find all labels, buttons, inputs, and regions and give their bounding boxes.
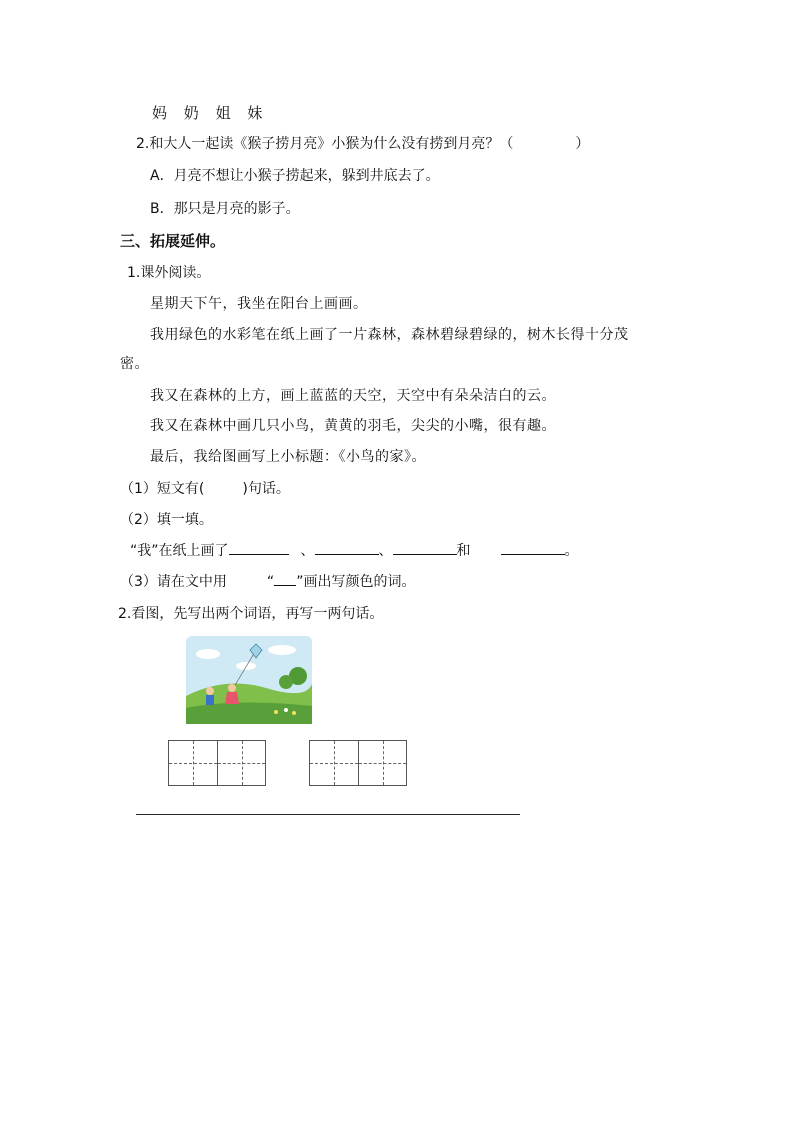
grid-cell[interactable] <box>310 741 358 785</box>
word-1: 妈 <box>152 104 174 122</box>
girl-head <box>228 684 236 692</box>
fill-blank-4[interactable] <box>501 540 565 555</box>
fill-blank-2[interactable] <box>315 540 379 555</box>
fill-end: 。 <box>564 543 579 559</box>
cloud-2 <box>268 645 296 655</box>
question-2-text: 2.和大人一起读《猴子捞月亮》小猴为什么没有捞到月亮？（ <box>136 136 514 152</box>
word-2: 奶 <box>183 104 205 122</box>
flower-2 <box>284 708 288 712</box>
passage-line-5: 我又在森林中画几只小鸟，黄黄的羽毛，尖尖的小嘴，很有趣。 <box>150 418 556 434</box>
passage-line-4: 我又在森林的上方，画上蓝蓝的天空，天空中有朵朵洁白的云。 <box>150 388 556 404</box>
girl-dress <box>225 692 239 704</box>
sub-question-2-title: （2）填一填。 <box>120 512 213 528</box>
fill-sep-2: 、 <box>378 543 393 559</box>
word-grid-1[interactable] <box>168 740 266 786</box>
question-2-close: ） <box>575 136 590 152</box>
word-4: 妹 <box>247 104 269 122</box>
passage-line-2: 我用绿色的水彩笔在纸上画了一片森林，森林碧绿碧绿的，树木长得十分茂 <box>150 327 629 343</box>
q1-title: 1.课外阅读。 <box>127 265 211 281</box>
sub3-mark-close: ”画出写颜色的词。 <box>296 574 416 590</box>
cloud-1 <box>196 649 220 659</box>
fill-and: 和 <box>456 543 471 559</box>
passage-line-1: 星期天下午，我坐在阳台上画画。 <box>150 296 368 312</box>
sub-question-3 <box>120 571 415 591</box>
grid-cell[interactable] <box>358 741 406 785</box>
tree-2 <box>279 675 293 689</box>
flower-3 <box>292 711 296 715</box>
grid-cell[interactable] <box>169 741 217 785</box>
sub3-mark-open: “ <box>266 574 275 590</box>
option-a: A．月亮不想让小猴子捞起来，躲到井底去了。 <box>150 168 440 184</box>
cloud-3 <box>236 662 256 670</box>
question-2-stem <box>136 133 589 153</box>
sub-question-1 <box>120 478 290 498</box>
passage-line-3: 密。 <box>120 356 149 372</box>
passage-line-6: 最后，我给图画写上小标题：《小鸟的家》。 <box>150 449 426 465</box>
fill-blank-1[interactable] <box>229 540 289 555</box>
sub1-prefix: （1）短文有( <box>120 481 205 497</box>
boy-head <box>206 687 214 695</box>
underline-sample <box>274 571 296 586</box>
sub3-prefix: （3）请在文中用 <box>120 574 227 590</box>
sub-question-2-fill <box>130 540 579 560</box>
option-b: B．那只是月亮的影子。 <box>150 201 300 217</box>
kite-flying-illustration <box>186 636 312 724</box>
fill-blank-3[interactable] <box>393 540 457 555</box>
q2-title: 2.看图，先写出两个词语，再写一两句话。 <box>118 606 384 622</box>
flower-1 <box>274 710 278 714</box>
boy-body <box>206 695 214 705</box>
word-list <box>152 102 268 123</box>
sub1-suffix: )句话。 <box>242 481 290 497</box>
fill-sep-1: 、 <box>300 543 315 559</box>
word-grid-2[interactable] <box>309 740 407 786</box>
grid-cell[interactable] <box>217 741 265 785</box>
fill-lead: “我”在纸上画了 <box>130 543 229 559</box>
section-title: 三、拓展延伸。 <box>120 232 226 250</box>
sentence-answer-line[interactable] <box>136 814 520 815</box>
word-3: 姐 <box>215 104 237 122</box>
